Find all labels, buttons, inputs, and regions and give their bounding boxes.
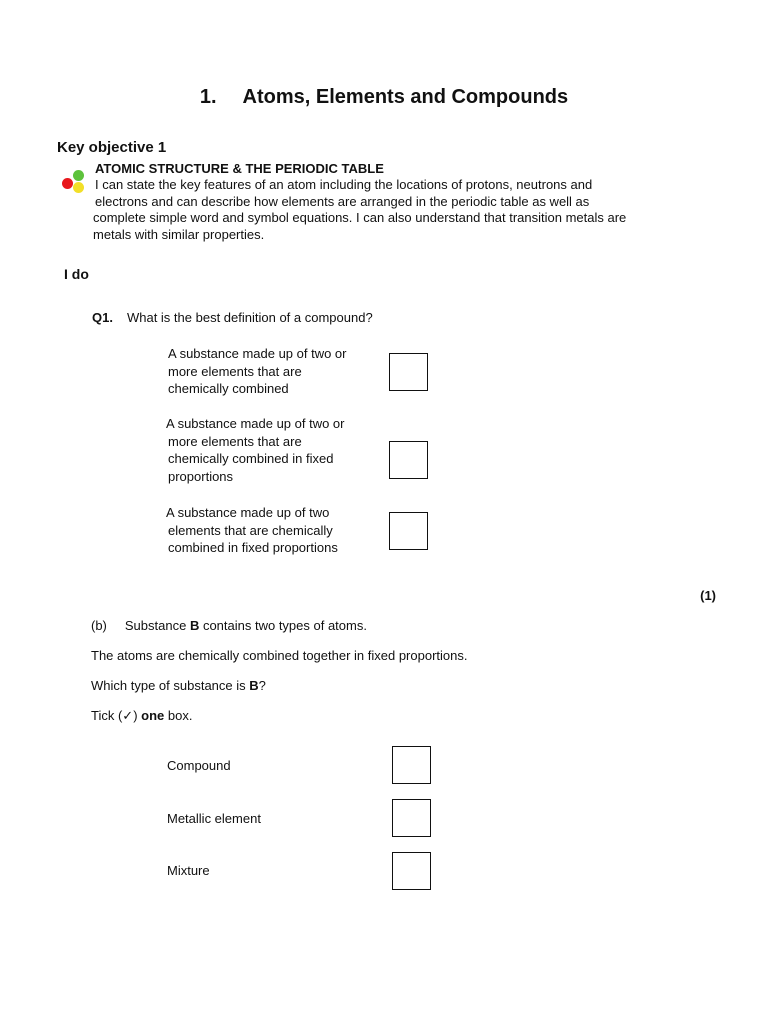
objective-line: metals with similar properties.: [93, 226, 265, 242]
q1-option-2: [166, 415, 371, 486]
objective-line: I can state the key features of an atom including the locations of protons, neutrons and: [95, 177, 593, 192]
part-b-option-compound: Compound: [167, 758, 231, 773]
text-fragment: box.: [164, 708, 193, 723]
bold-fragment: one: [141, 708, 165, 723]
marks-label: (1): [700, 588, 716, 603]
part-b-metallic-element-checkbox[interactable]: [392, 799, 431, 837]
bold-fragment: B: [249, 678, 259, 693]
part-b-question: [91, 678, 266, 693]
question-1: [92, 310, 373, 325]
text-fragment: ?: [258, 678, 266, 693]
objective-line: complete simple word and symbol equations. I can also understand that transition metals are: [93, 210, 627, 225]
option-line: chemically combined: [168, 381, 289, 397]
tick-instruction: [91, 708, 192, 724]
red-dot-icon: [62, 178, 73, 189]
option-line: A substance made up of two: [166, 505, 330, 520]
q1-option-1: [168, 345, 373, 398]
question-number: Q1.: [92, 310, 113, 325]
text-fragment: contains two types of atoms.: [199, 618, 367, 633]
part-b-compound-checkbox[interactable]: [392, 746, 431, 784]
objective-line: electrons and can describe how elements are arranged in the periodic table as well as: [95, 193, 590, 209]
amber-dot-icon: [73, 182, 84, 193]
traffic-light-icon: [60, 168, 90, 194]
option-line: combined in fixed proportions: [168, 540, 338, 556]
tick-icon: ✓: [122, 708, 134, 723]
option-line: elements that are chemically: [168, 522, 333, 538]
text-fragment: Substance: [124, 618, 190, 633]
text-fragment: Which type of substance is: [91, 678, 250, 693]
title-number: 1.: [199, 86, 217, 108]
text-fragment: Tick (: [91, 708, 123, 723]
part-b-intro: [91, 618, 367, 633]
title-text: Atoms, Elements and Compounds: [242, 86, 569, 108]
bold-fragment: B: [189, 618, 200, 633]
q1-option-3-checkbox[interactable]: [389, 512, 428, 550]
q1-option-3: [166, 504, 371, 557]
option-line: more elements that are: [168, 363, 302, 379]
option-line: chemically combined in fixed: [168, 451, 334, 467]
part-b-mixture-checkbox[interactable]: [392, 852, 431, 890]
section-label: I do: [64, 266, 89, 282]
key-objective-heading: Key objective 1: [57, 139, 167, 156]
part-b-option-metallic-element: Metallic element: [167, 811, 261, 826]
part-label: (b): [91, 618, 107, 633]
green-dot-icon: [73, 170, 84, 181]
option-line: proportions: [168, 469, 234, 485]
text-fragment: ): [133, 708, 142, 723]
objective-title: ATOMIC STRUCTURE & THE PERIODIC TABLE: [95, 161, 384, 176]
q1-option-1-checkbox[interactable]: [389, 353, 428, 391]
option-line: more elements that are: [168, 433, 302, 449]
question-text: What is the best definition of a compound?: [126, 310, 373, 325]
objective-description: [93, 177, 713, 243]
part-b-option-mixture: Mixture: [167, 863, 210, 878]
q1-option-2-checkbox[interactable]: [389, 441, 428, 479]
page-title: [0, 86, 768, 109]
part-b-line-2: The atoms are chemically combined together in fixed proportions.: [91, 648, 468, 663]
option-line: A substance made up of two or: [166, 416, 345, 431]
option-line: A substance made up of two or: [168, 346, 347, 361]
